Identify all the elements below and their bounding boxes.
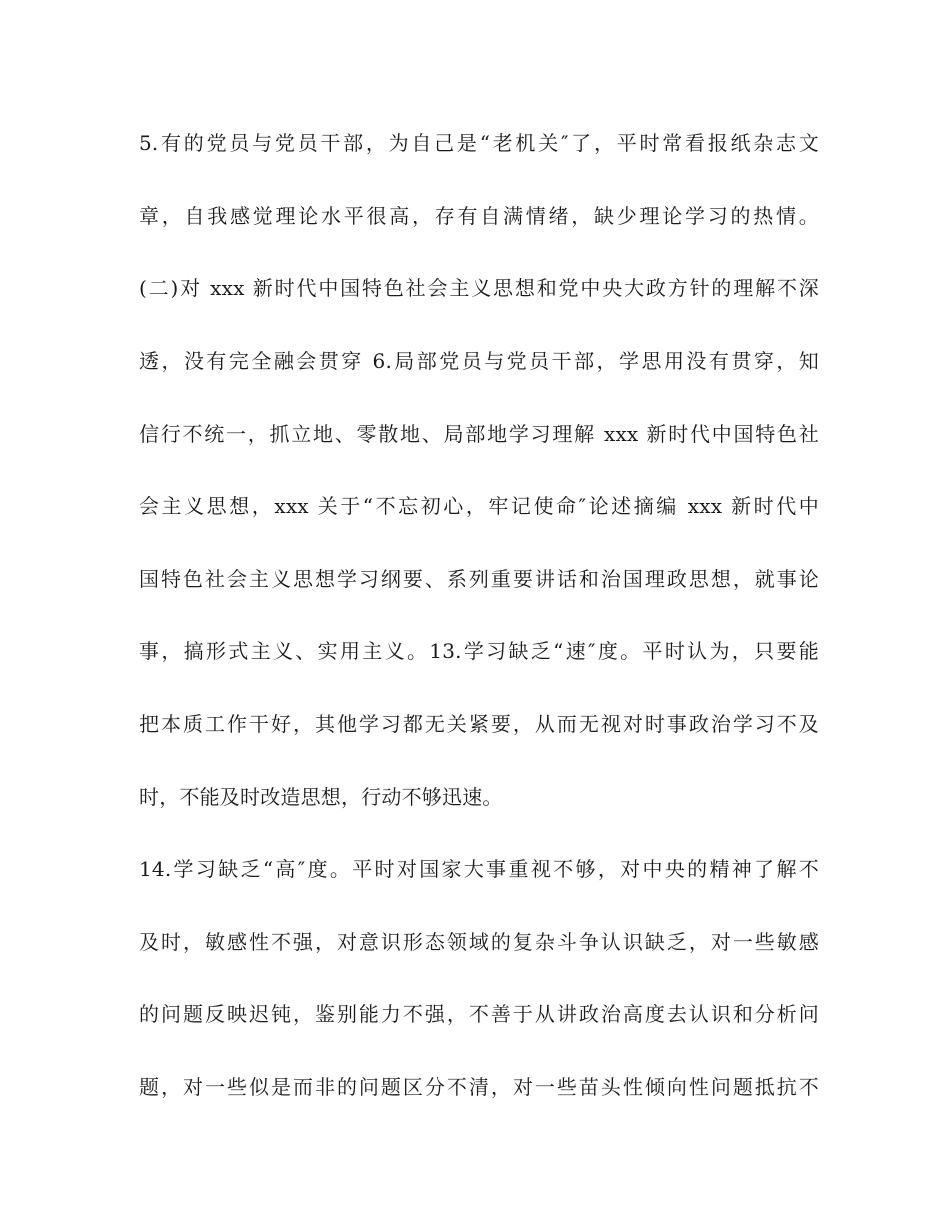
- paragraph-line: 国特色社会主义思想学习纲要、系列重要讲话和治国理政思想，就事论: [139, 567, 819, 591]
- paragraph-line: 14.学习缺乏“高″度。平时对国家大事重视不够，对中央的精神了解不: [139, 857, 819, 881]
- paragraph-line: 及时，敏感性不强，对意识形态领域的复杂斗争认识缺乏，对一些敏感: [139, 930, 819, 954]
- paragraph-line: 会主义思想，xxx 关于“不忘初心，牢记使命″论述摘编 xxx 新时代中: [139, 494, 819, 518]
- paragraph-line: 章，自我感觉理论水平很高，存有自满情绪，缺少理论学习的热情。: [139, 204, 819, 228]
- paragraph-line: 信行不统一，抓立地、零散地、局部地学习理解 xxx 新时代中国特色社: [139, 422, 819, 446]
- paragraph-line: 透，没有完全融会贯穿 6.局部党员与党员干部，学思用没有贯穿，知: [139, 349, 819, 373]
- paragraph-line: 5.有的党员与党员干部，为自己是“老机关″了，平时常看报纸杂志文: [139, 131, 819, 155]
- paragraph-line: 的问题反映迟钝，鉴别能力不强，不善于从讲政治高度去认识和分析问: [139, 1002, 819, 1026]
- paragraph-line: 事，搞形式主义、实用主义。13.学习缺乏“速″度。平时认为，只要能: [139, 639, 819, 663]
- section-heading-line: (二)对 xxx 新时代中国特色社会主义思想和党中央大政方针的理解不深: [139, 276, 819, 300]
- paragraph-line: 题，对一些似是而非的问题区分不清，对一些苗头性倾向性问题抵抗不: [139, 1075, 819, 1099]
- paragraph-line: 把本质工作干好，其他学习都无关紧要，从而无视对时事政治学习不及: [139, 712, 819, 736]
- paragraph-line: 时，不能及时改造思想，行动不够迅速。: [139, 785, 503, 809]
